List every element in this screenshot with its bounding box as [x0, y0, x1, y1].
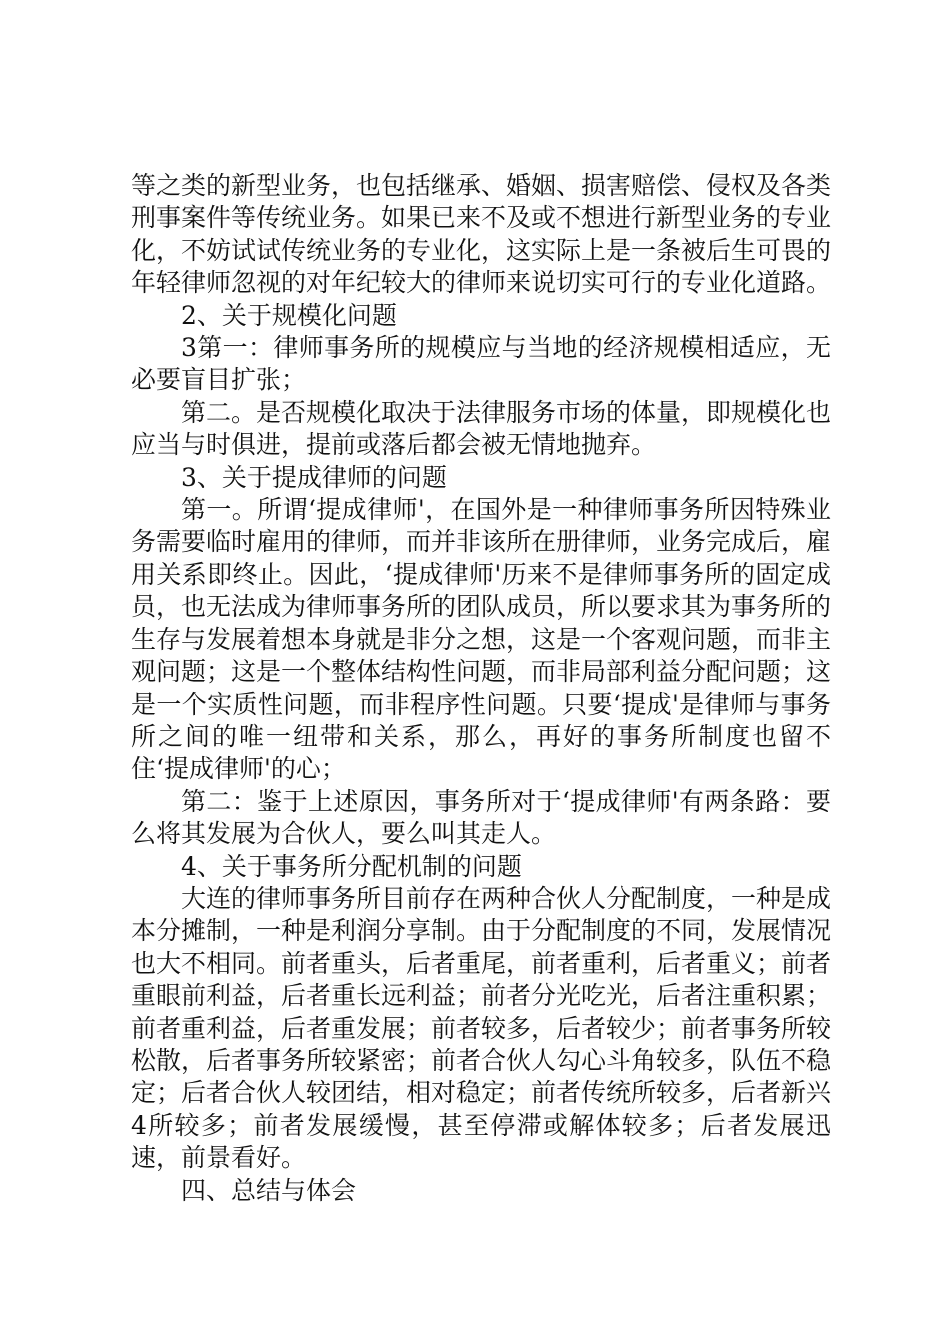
heading-commission-lawyer: 3、关于提成律师的问题: [181, 462, 447, 492]
paragraph-commission-first: 第一。所谓‘提成律师'，在国外是一种律师事务所因特殊业务需要临时雇用的律师，而并非该所在册律师，业务完成后，雇用关系即终止。因此，‘提成律师'历来不是律师事务所的固定成员，也无法成为律师事务所的团队成员，所以要求其为事务所的生存与发展着想本身就是非分之想，这是一个客观问题，而非主观问题；这是一个整体结构性问题，而非局部利益分配问题；这是一个实质性问题，而非程序性问题。只要‘提成'是律师与事务所之间的唯一纽带和关系，那么，再好的事务所制度也留不住‘提成律师'的心；: [131, 495, 832, 784]
paragraph-commission-second: 第二：鉴于上述原因，事务所对于‘提成律师'有两条路：要么将其发展为合伙人，要么叫其走人。: [131, 786, 831, 849]
paragraph-continuation: 等之类的新型业务，也包括继承、婚姻、损害赔偿、侵权及各类刑事案件等传统业务。如果已来不及或不想进行新型业务的专业化，不妨试试传统业务的专业化，这实际上是一条被后生可畏的年轻律师忽视的对年纪较大的律师来说切实可行的专业化道路。: [131, 171, 832, 298]
heading-summary: 四、总结与体会: [181, 1175, 357, 1205]
paragraph-scale-second: 第二。是否规模化取决于法律服务市场的体量，即规模化也应当与时俱进，提前或落后都会被无情地抛弃。: [131, 397, 832, 460]
heading-distribution-mechanism: 4、关于事务所分配机制的问题: [181, 851, 522, 881]
heading-scale-issue: 2、关于规模化问题: [181, 300, 397, 330]
document-body: [131, 170, 831, 1207]
paragraph-scale-first: 3第一：律师事务所的规模应与当地的经济规模相适应，无必要盲目扩张；: [131, 333, 831, 395]
paragraph-distribution: 大连的律师事务所目前存在两种合伙人分配制度，一种是成本分摊制，一种是利润分享制。由于分配制度的不同，发展情况也大不相同。前者重头，后者重尾，前者重利，后者重义；前者重眼前利益，后者重长远利益；前者分光吃光，后者注重积累；前者重利益，后者重发展；前者较多，后者较少；前者事务所较松散，后者事务所较紧密；前者合伙人勾心斗角较多，队伍不稳定；后者合伙人较团结，相对稳定；前者传统所较多，后者新兴4所较多；前者发展缓慢，甚至停滞或解体较多；后者发展迅速，前景看好。: [131, 883, 832, 1173]
